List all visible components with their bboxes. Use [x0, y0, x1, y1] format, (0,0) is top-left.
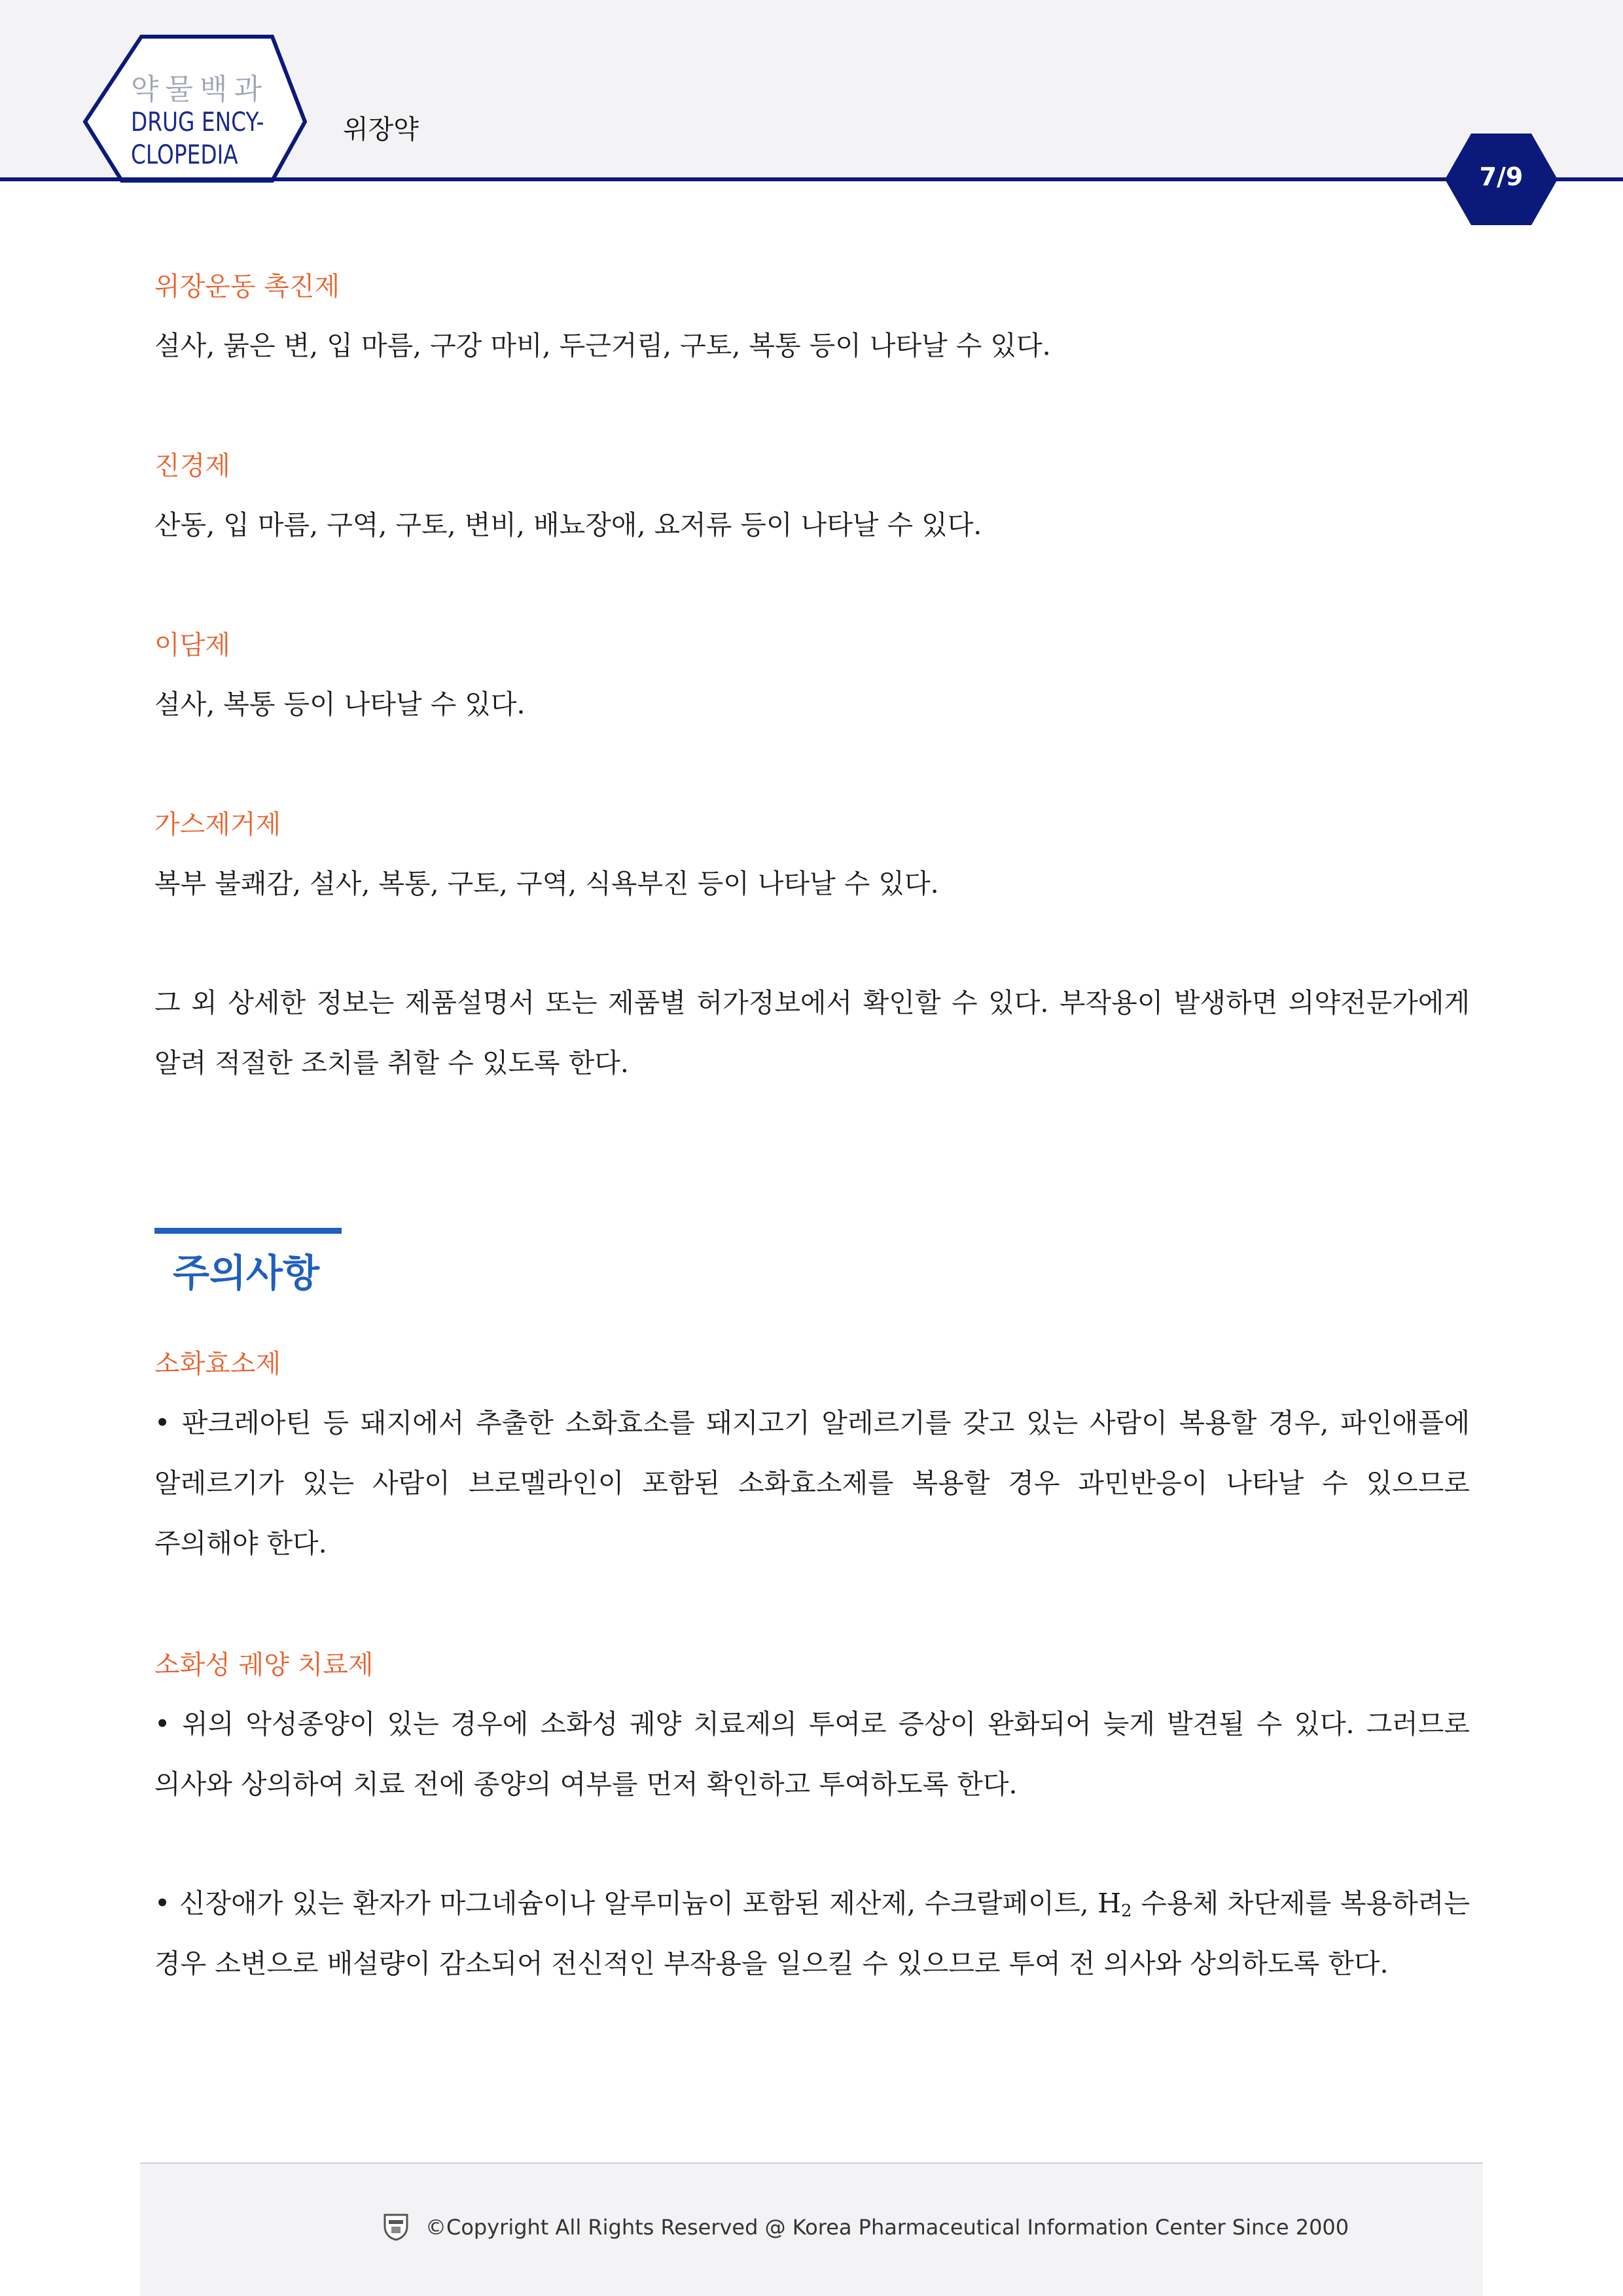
logo-en-line1: DRUG ENCY-	[131, 107, 264, 137]
text-ulcer-drug-1: • 위의 악성종양이 있는 경우에 소화성 궤양 치료제의 투여로 증상이 완화되어 늦게 발견될 수 있다. 그러므로 의사와 상의하여 치료 전에 종양의 여부를 먼저 확인하고 투여하도록 한다.	[154, 1708, 1470, 1800]
ulcer-text-2-part-b: 수용체 차단제를 복용하려는 경우 소변으로 배설량이 감소되어 전신적인 부작용을 일으킬 수 있으므로 투여 전 의사와 상의하도록 한다.	[154, 1888, 1470, 1979]
section-accent-bar	[154, 1228, 342, 1234]
heading-antispasmodic: 진경제	[154, 451, 230, 481]
more-info-paragraph: 그 외 상세한 정보는 제품설명서 또는 제품별 허가정보에서 확인할 수 있다. 부작용이 발생하면 의약전문가에게 알려 적절한 조치를 취할 수 있도록 한다.	[154, 987, 1470, 1079]
ulcer-text-2-part-a: • 신장애가 있는 환자가 마그네슘이나 알루미늄이 포함된 제산제, 수크랄페이트, H	[154, 1888, 1121, 1919]
kpic-emblem-icon	[382, 2212, 410, 2241]
footer-rule	[140, 2162, 1483, 2164]
heading-prokinetic: 위장운동 촉진제	[154, 272, 340, 302]
text-choleretic: 설사, 복통 등이 나타날 수 있다.	[154, 689, 526, 720]
text-digestive-enzyme: • 판크레아틴 등 돼지에서 추출한 소화효소를 돼지고기 알레르기를 갖고 있는 사람이 복용할 경우, 파인애플에 알레르기가 있는 사람이 브로멜라인이 포함된 소화효소제를 복용할 경우 과민반응이 나타날 수 있으므로 주의해야 한다.	[154, 1407, 1470, 1559]
document-title: 위장약	[343, 115, 419, 145]
text-antiflatulent: 복부 불쾌감, 설사, 복통, 구토, 구역, 식욕부진 등이 나타날 수 있다.	[154, 868, 939, 899]
text-antispasmodic: 산동, 입 마름, 구역, 구토, 변비, 배뇨장애, 요저류 등이 나타날 수 있다.	[154, 509, 982, 541]
page-number: 7/9	[1479, 162, 1524, 191]
heading-antiflatulent: 가스제거제	[154, 810, 281, 840]
text-prokinetic: 설사, 묽은 변, 입 마름, 구강 마비, 두근거림, 구토, 복통 등이 나타날 수 있다.	[154, 330, 1051, 361]
logo-english-text	[131, 106, 264, 171]
heading-digestive-enzyme: 소화효소제	[154, 1349, 281, 1379]
heading-ulcer-drug: 소화성 궤양 치료제	[154, 1650, 374, 1680]
text-ulcer-drug-2	[154, 1873, 1470, 1994]
copyright-text: ©Copyright All Rights Reserved @ Korea Pharmaceutical Information Center Since 2000	[425, 2215, 1349, 2240]
logo-en-line2: CLOPEDIA	[131, 140, 238, 170]
h2-subscript: 2	[1120, 1901, 1132, 1921]
section-title-caution: 주의사항	[173, 1251, 320, 1295]
logo-korean-text: 약물백과	[131, 73, 269, 106]
heading-choleretic: 이담제	[154, 630, 230, 660]
